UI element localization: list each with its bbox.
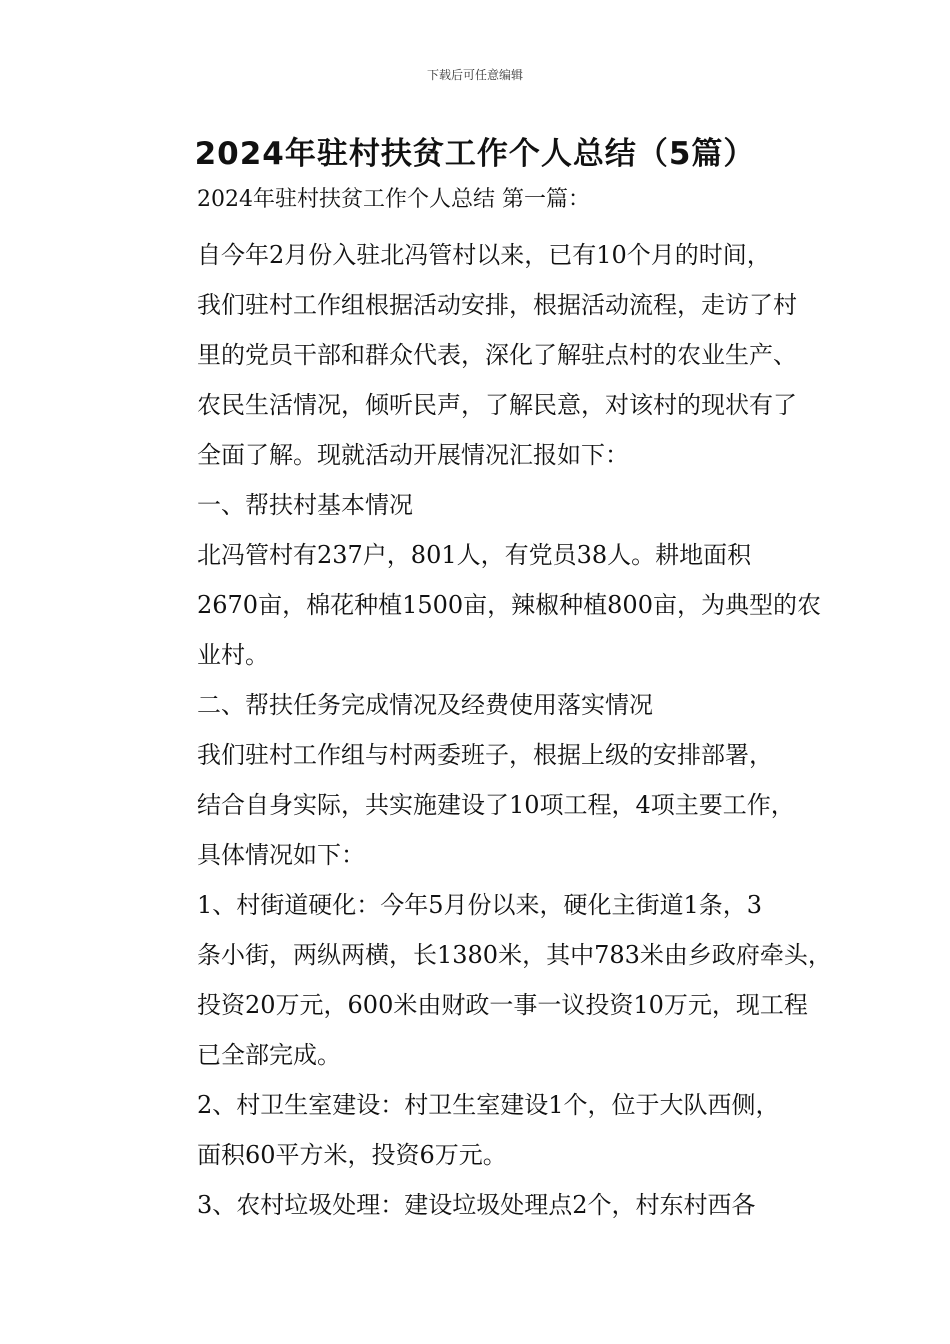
text-line: 二、帮扶任务完成情况及经费使用落实情况 (197, 691, 653, 719)
text-line: 2、村卫生室建设：村卫生室建设1个，位于大队西侧， (197, 1091, 780, 1119)
text-line: 具体情况如下： (197, 841, 365, 869)
text-line: 2670亩，棉花种植1500亩，辣椒种植800亩，为典型的农 (197, 591, 821, 619)
header-note: 下载后可任意编辑 (426, 68, 523, 82)
section-heading-1 (145, 480, 815, 530)
text-line: 我们驻村工作组根据活动安排，根据活动流程，走访了村 (197, 291, 797, 319)
text-line: 一、帮扶村基本情况 (197, 491, 413, 519)
text-line: 结合自身实际，共实施建设了10项工程，4项主要工作， (197, 791, 795, 819)
section-heading-2 (145, 680, 815, 730)
text-line: 全面了解。现就活动开展情况汇报如下： (197, 441, 629, 469)
text-line: 农民生活情况，倾听民声，了解民意，对该村的现状有了 (197, 391, 797, 419)
text-line: 业村。 (197, 641, 269, 669)
document-title: 2024年驻村扶贫工作个人总结（5篇） (194, 136, 756, 172)
text-line: 北冯管村有237户，801人，有党员38人。耕地面积 (197, 541, 752, 569)
paragraph-village-info (145, 530, 821, 680)
paragraph-intro (145, 230, 815, 480)
text-line: 3、农村垃圾处理：建设垃圾处理点2个，村东村西各 (197, 1191, 756, 1219)
text-line: 条小街，两纵两横，长1380米，其中783米由乡政府牵头， (197, 941, 832, 969)
paragraph-item-3 (145, 1180, 815, 1230)
text-line: 自今年2月份入驻北冯管村以来，已有10个月的时间， (197, 241, 771, 269)
paragraph-task-overview (145, 730, 815, 880)
text-line: 投资20万元，600米由财政一事一议投资10万元，现工程 (197, 991, 808, 1019)
text-line: 我们驻村工作组与村两委班子，根据上级的安排部署， (197, 741, 773, 769)
text-line: 已全部完成。 (197, 1041, 341, 1069)
document-body (145, 180, 832, 1230)
paragraph-item-2 (145, 1080, 815, 1180)
paragraph-item-1 (145, 880, 832, 1080)
text-line: 面积60平方米，投资6万元。 (197, 1141, 507, 1169)
section-subtitle: 2024年驻村扶贫工作个人总结 第一篇： (197, 187, 590, 212)
text-line: 1、村街道硬化：今年5月份以来，硬化主街道1条，3 (197, 891, 763, 919)
text-line: 里的党员干部和群众代表，深化了解驻点村的农业生产、 (197, 341, 797, 369)
